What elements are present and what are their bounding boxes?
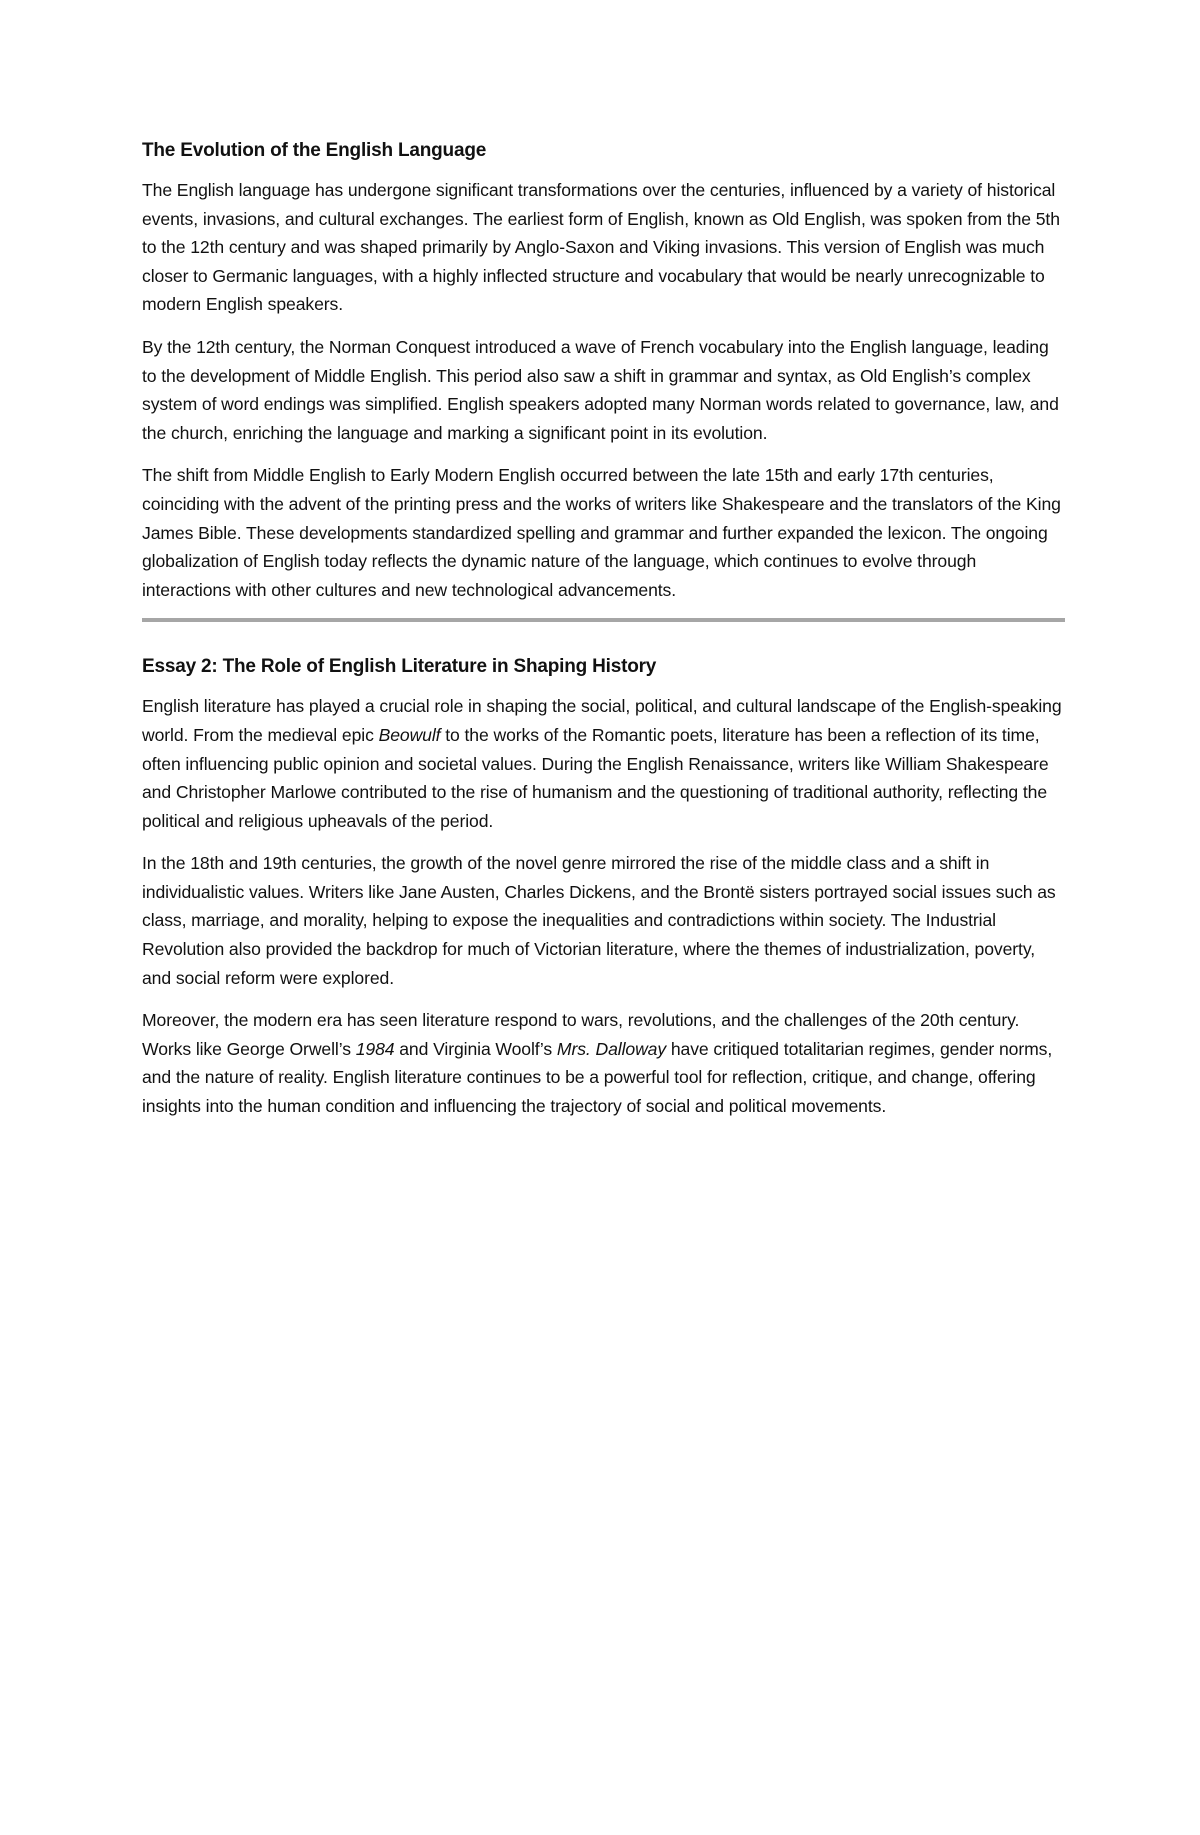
essay1-paragraph-2: By the 12th century, the Norman Conquest introduced a wave of French vocabulary into the English language, leading to the development of Middle English. This period also saw a shift in grammar and syntax, as Old English’s complex system of word endings was simplified. English speakers adopted many Norman words related to governance, law, and the church, enriching the language and marking a significant point in its evolution. [142, 336, 1059, 443]
essay2-p1-text-b: to the works of the Romantic poets, literature has been a reflection of its time, often influencing public opinion and societal values. During the English Renaissance, writers like William Shakespeare and Christopher Marlowe contributed to the rise of humanism and the questioning of traditional authority, reflecting the political and religious upheavals of the period. [142, 724, 1049, 831]
essay1-paragraph-3: The shift from Middle English to Early Modern English occurred between the late 15th and early 17th centuries, coinciding with the advent of the printing press and the works of writers like Shakespeare and the translators of the King James Bible. These developments standardized spelling and grammar and further expanded the lexicon. The ongoing globalization of English today reflects the dynamic nature of the language, which continues to evolve through interactions with other cultures and new technological advancements. [142, 465, 1061, 600]
essay2-paragraph-3 [142, 1006, 1065, 1120]
section-divider [142, 618, 1065, 622]
essay2-p3-text-b: and Virginia Woolf’s [394, 1038, 557, 1059]
essay2-paragraph-2: In the 18th and 19th centuries, the growth of the novel genre mirrored the rise of the middle class and a shift in individualistic values. Writers like Jane Austen, Charles Dickens, and the Brontë sisters portrayed social issues such as class, marriage, and morality, helping to expose the inequalities and contradictions within society. The Industrial Revolution also provided the backdrop for much of Victorian literature, where the themes of industrialization, poverty, and social reform were explored. [142, 853, 1056, 988]
work-title-mrs-dalloway: Mrs. Dalloway [556, 1038, 667, 1059]
essay2-p3-text-a: Moreover, the modern era has seen literature respond to wars, revolutions, and the challenges of the 20th century. Works like George Orwell’s [142, 1010, 1020, 1059]
essay1-paragraph-1: The English language has undergone significant transformations over the centuries, influenced by a variety of historical events, invasions, and cultural exchanges. The earliest form of English, known as Old English, was spoken from the 5th to the 12th century and was shaped primarily by Anglo-Saxon and Viking invasions. This version of English was much closer to Germanic languages, with a highly inflected structure and vocabulary that would be nearly unrecognizable to modern English speakers. [142, 180, 1060, 315]
essay2-p1-text-a: English literature has played a crucial role in shaping the social, political, and cultural landscape of the English-speaking world. From the medieval epic [142, 696, 1062, 745]
document-content [142, 136, 1065, 1135]
essay2-paragraph-1 [142, 692, 1065, 835]
essay1-title: The Evolution of the English Language [142, 140, 487, 161]
essay2-title: Essay 2: The Role of English Literature in Shaping History [142, 656, 657, 678]
essay2-p3-text-c: have critiqued totalitarian regimes, gender norms, and the nature of reality. English literature continues to be a powerful tool for reflection, critique, and change, offering insights into the human condition and influencing the trajectory of social and political movements. [142, 1038, 1053, 1117]
work-title-beowulf: Beowulf [378, 724, 441, 745]
work-title-1984: 1984 [355, 1038, 395, 1059]
